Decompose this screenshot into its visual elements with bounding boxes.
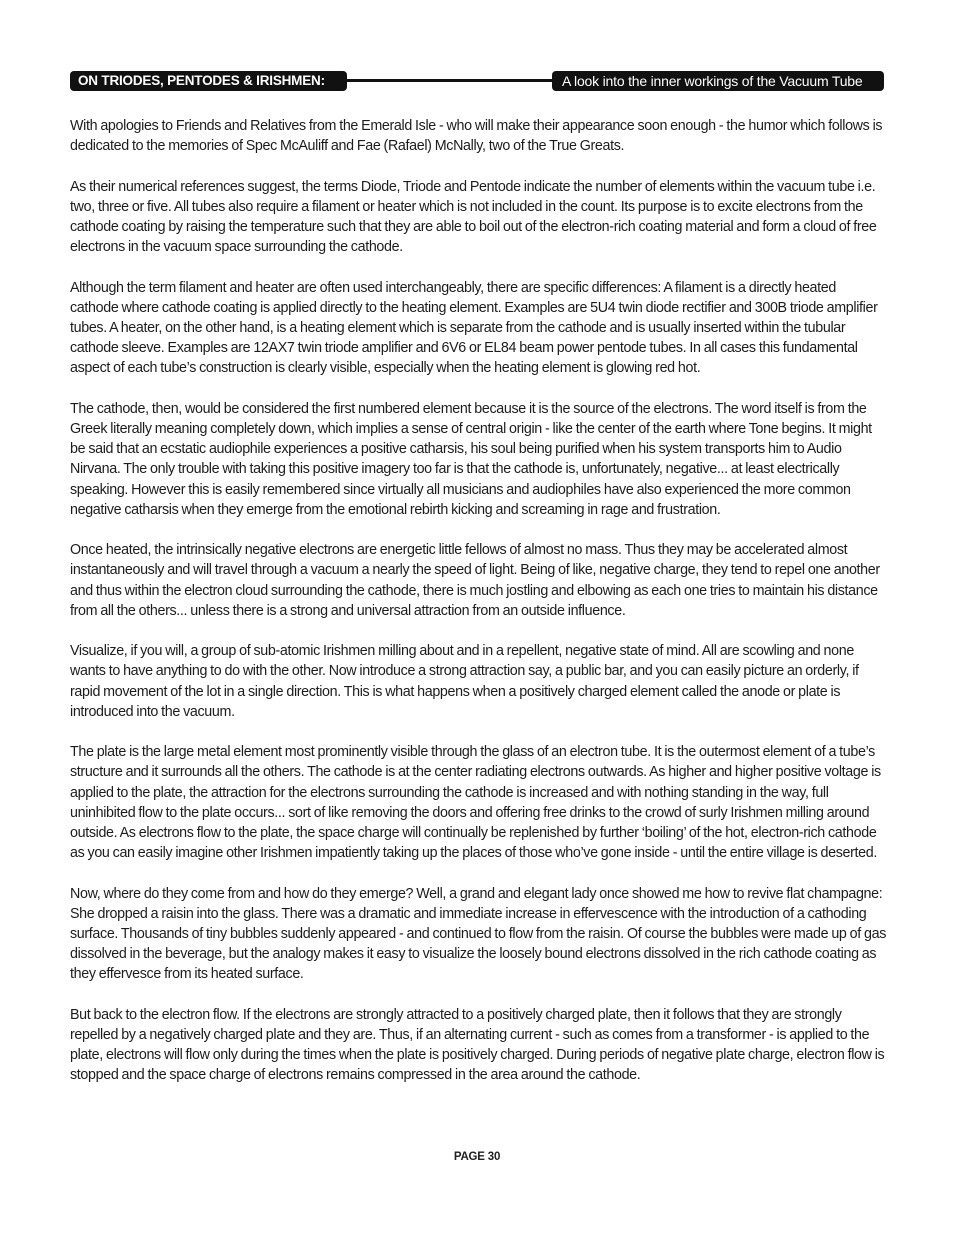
paragraph: The plate is the large metal element most prominently visible through the glass of an electron tube. It is the outermost element of a tube’s structure and it surrounds all the others. The cathode is at the center radiating electrons outwards. As higher and higher positive voltage is applied to the plate, the attraction for the electrons surrounding the cathode is increased and with nothing standing in the way, full uninhibited flow to the plate occurs... sort of like removing the doors and offering free drinks to the crowd of surly Irishmen milling around outside. As electrons flow to the plate, the space charge will continually be replenished by further ‘boiling’ of the hot, electron-rich cathode as you can easily imagine other Irishmen impatiently taking up the places of those who’ve gone inside - until the entire village is deserted.	[70, 744, 881, 862]
section-title: ON TRIODES, PENTODES & IRISHMEN:	[70, 71, 347, 91]
page-number: PAGE 30	[453, 1151, 501, 1163]
page-header	[70, 71, 884, 91]
paragraph: The cathode, then, would be considered the first numbered element because it is the source of the electrons. The word itself is from the Greek literally meaning completely down, which implies a sense of central origin - like the center of the earth where Tone begins. It might be said that an ecstatic audiophile experiences a positive catharsis, his soul being purified when his system transports him to Audio Nirvana. The only trouble with taking this positive imagery too far is that the cathode is, unfortunately, negative... at least electrically speaking. However this is easily remembered since virtually all musicians and audiophiles have also experienced the more common negative catharsis when they emerge from the emotional rebirth kicking and screaming in rage and frustration.	[70, 400, 872, 518]
article-body	[70, 116, 886, 1106]
paragraph: But back to the electron flow. If the electrons are strongly attracted to a positively charged plate, then it follows that they are strongly repelled by a negatively charged plate and they are. Thus, if an alternating current - such as comes from a transformer - is applied to the plate, electrons will flow only during the times when the plate is positively charged. During periods of negative plate charge, electron flow is stopped and the space charge of electrons remains compressed in the area around the cathode.	[70, 1006, 885, 1084]
paragraph: As their numerical references suggest, the terms Diode, Triode and Pentode indicate the number of elements within the vacuum tube i.e. two, three or five. All tubes also require a filament or heater which is not included in the count. Its purpose is to excite electrons from the cathode coating by raising the temperature such that they are able to boil out of the electron-rich coating material and form a cloud of free electrons in the vacuum space surrounding the cathode.	[70, 178, 877, 256]
paragraph: Once heated, the intrinsically negative electrons are energetic little fellows of almost no mass. Thus they may be accelerated almost instantaneously and will travel through a vacuum a nearly the speed of light. Being of like, negative charge, they tend to repel one another and thus within the electron cloud surrounding the cathode, there is much jostling and elbowing as each one tries to maintain his distance from all the others... unless there is a strong and universal attraction from an outside influence.	[70, 542, 880, 619]
paragraph: Visualize, if you will, a group of sub-atomic Irishmen milling about and in a repellent, negative state of mind. All are scowling and none wants to have anything to do with the other. Now introduce a strong attraction say, a public bar, and you can easily picture an orderly, if rapid movement of the lot in a single direction. This is what happens when a positively charged element called the anode or plate is introduced into the vacuum.	[70, 643, 859, 720]
paragraph: Now, where do they come from and how do they emerge? Well, a grand and elegant lady once showed me how to revive flat champagne: She dropped a raisin into the glass. There was a dramatic and immediate increase in effervescence with the introduction of a cathoding surface. Thousands of tiny bubbles suddenly appeared - and continued to flow from the raisin. Of course the bubbles were made up of gas dissolved in the beverage, but the analogy makes it easy to visualize the loosely bound electrons dissolved in the rich cathode coating as they effervesce from its heated surface.	[70, 885, 887, 983]
section-subtitle: A look into the inner workings of the Vacuum Tube	[552, 71, 884, 91]
paragraph: With apologies to Friends and Relatives from the Emerald Isle - who will make their appearance soon enough - the humor which follows is dedicated to the memories of Spec McAuliff and Fae (Rafael) McNally, two of the True Greats.	[70, 118, 883, 155]
paragraph: Although the term filament and heater are often used interchangeably, there are specific differences: A filament is a directly heated cathode where cathode coating is applied directly to the heating element. Examples are 5U4 twin diode rectifier and 300B triode amplifier tubes. A heater, on the other hand, is a heating element which is separate from the cathode and is usually inserted within the tubular cathode sleeve. Examples are 12AX7 twin triode amplifier and 6V6 or EL84 beam power pentode tubes. In all cases this fundamental aspect of each tube’s construction is clearly visible, especially when the heating element is glowing red hot.	[70, 279, 878, 377]
